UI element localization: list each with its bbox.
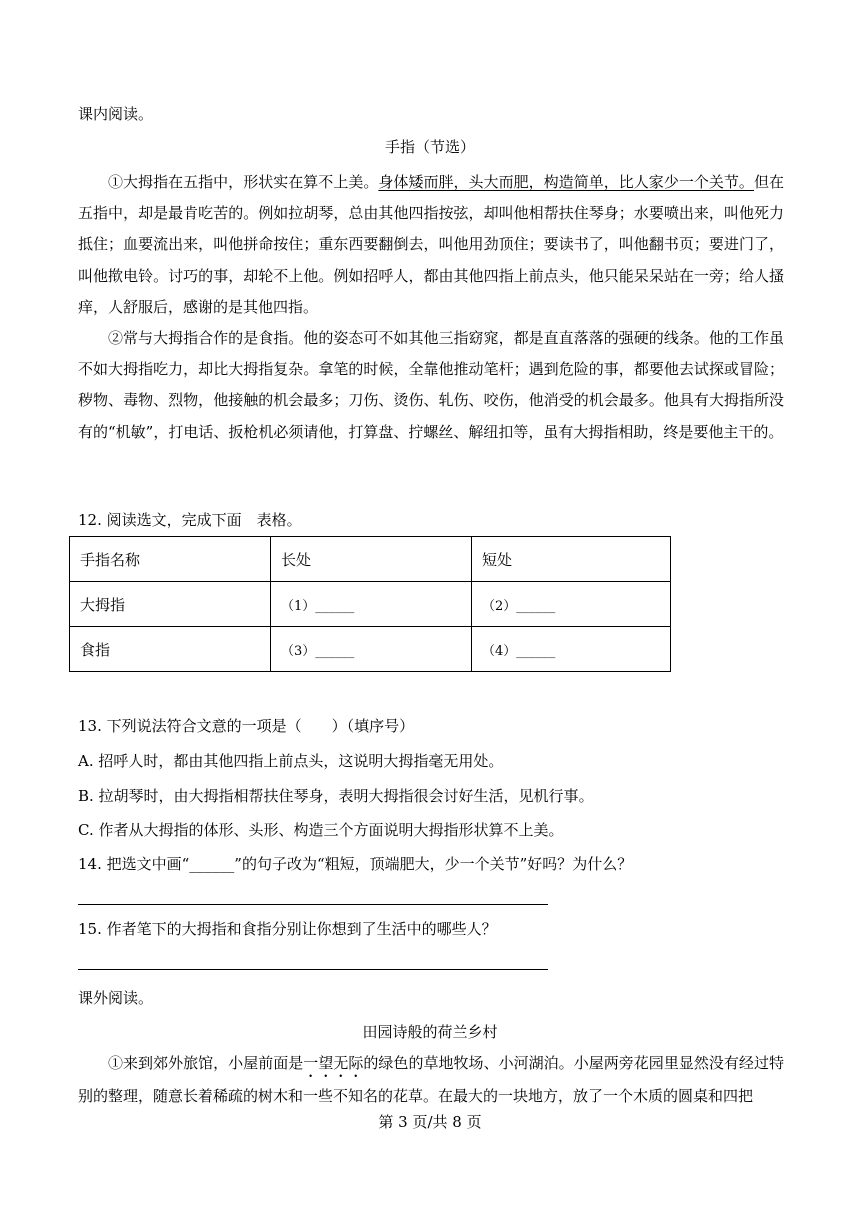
emphasized-phrase: 一望无际 <box>303 1054 364 1072</box>
table-header-row <box>70 537 671 582</box>
paragraph-text: 但在五指中，却是最肯吃苦的。例如拉胡琴，总由其他四指按弦，却叫他相帮扶住琴身；水要喷出来，叫他死力抵住；血要流出来，叫他拼命按住；重东西要翻倒去，叫他用劲顶住；要读书了，叫他翻书页；要进门了，叫他揿电铃。讨巧的事，却轮不上他。例如招呼人，都由其他四指上前点头，他只能呆呆站在一旁；给人搔痒，人舒服后，感谢的是其他四指。 <box>78 173 784 316</box>
finger-table <box>69 536 671 672</box>
answer-blank[interactable]: （2）______ <box>472 582 671 627</box>
section-label-extra: 课外阅读。 <box>78 989 154 1007</box>
section-label-in-class: 课内阅读。 <box>78 105 154 123</box>
question-12: 12. 阅读选文，完成下面 表格。 <box>78 511 302 529</box>
answer-blank[interactable]: （1）______ <box>271 582 472 627</box>
passage-paragraph-1 <box>78 167 784 323</box>
passage-2-title: 田园诗般的荷兰乡村 <box>362 1023 498 1041</box>
table-header-cell: 短处 <box>472 537 671 582</box>
paragraph-text: 的绿色的草地牧场、小河湖泊。小屋两旁花园里显然没有经过特别的整理，随意长着稀疏的树木和一些不知名的花草。在最大的一块地方，放了一个木质的圆桌和四把 <box>78 1054 784 1105</box>
paragraph-text: ①大拇指在五指中，形状实在算不上美。 <box>108 173 379 191</box>
table-cell: 食指 <box>70 627 271 672</box>
table-row <box>70 582 671 627</box>
table-header-cell: 长处 <box>271 537 472 582</box>
answer-line[interactable] <box>78 969 548 970</box>
option-b: B. 拉胡琴时，由大拇指相帮扶住琴身，表明大拇指很会讨好生活，见机行事。 <box>78 787 594 805</box>
question-15: 15. 作者笔下的大拇指和食指分别让你想到了生活中的哪些人？ <box>78 920 497 938</box>
answer-blank[interactable]: （3）______ <box>271 627 472 672</box>
passage-title: 手指（节选） <box>384 138 475 156</box>
paragraph-text: ①来到郊外旅馆，小屋前面是 <box>108 1054 304 1072</box>
underlined-sentence: 身体矮而胖，头大而肥，构造简单，比人家少一个关节。 <box>378 173 754 191</box>
table-row <box>70 627 671 672</box>
passage-2-body <box>78 1048 784 1112</box>
page-footer: 第 3 页/共 8 页 <box>378 1113 482 1131</box>
answer-blank[interactable]: （4）______ <box>472 627 671 672</box>
question-13: 13. 下列说法符合文意的一项是（ ）（填序号） <box>78 717 415 735</box>
passage-paragraph-2: ②常与大拇指合作的是食指。他的姿态可不如其他三指窈窕，都是直直落落的强硬的线条。他的工作虽不如大拇指吃力，却比大拇指复杂。拿笔的时候，全靠他推动笔杆；遇到危险的事，都要他去试探或冒险；秽物、毒物、烈物，他接触的机会最多；刀伤、烫伤、轧伤、咬伤，他消受的机会最多。他具有大拇指所没有的“机敏”，打电话、扳枪机必须请他，打算盘、拧螺丝、解纽扣等，虽有大拇指相助，终是要他主干的。 <box>78 329 784 441</box>
option-c: C. 作者从大拇指的体形、头形、构造三个方面说明大拇指形状算不上美。 <box>78 821 564 839</box>
question-14: 14. 把选文中画“______”的句子改为“粗短，顶端肥大，少一个关节”好吗？为什么？ <box>78 855 633 873</box>
answer-line[interactable] <box>78 904 548 905</box>
passage-body <box>78 167 784 448</box>
passage-2-paragraph-1 <box>78 1048 784 1112</box>
table-cell: 大拇指 <box>70 582 271 627</box>
table-header-cell: 手指名称 <box>70 537 271 582</box>
option-a: A. 招呼人时，都由其他四指上前点头，这说明大拇指毫无用处。 <box>78 752 504 770</box>
